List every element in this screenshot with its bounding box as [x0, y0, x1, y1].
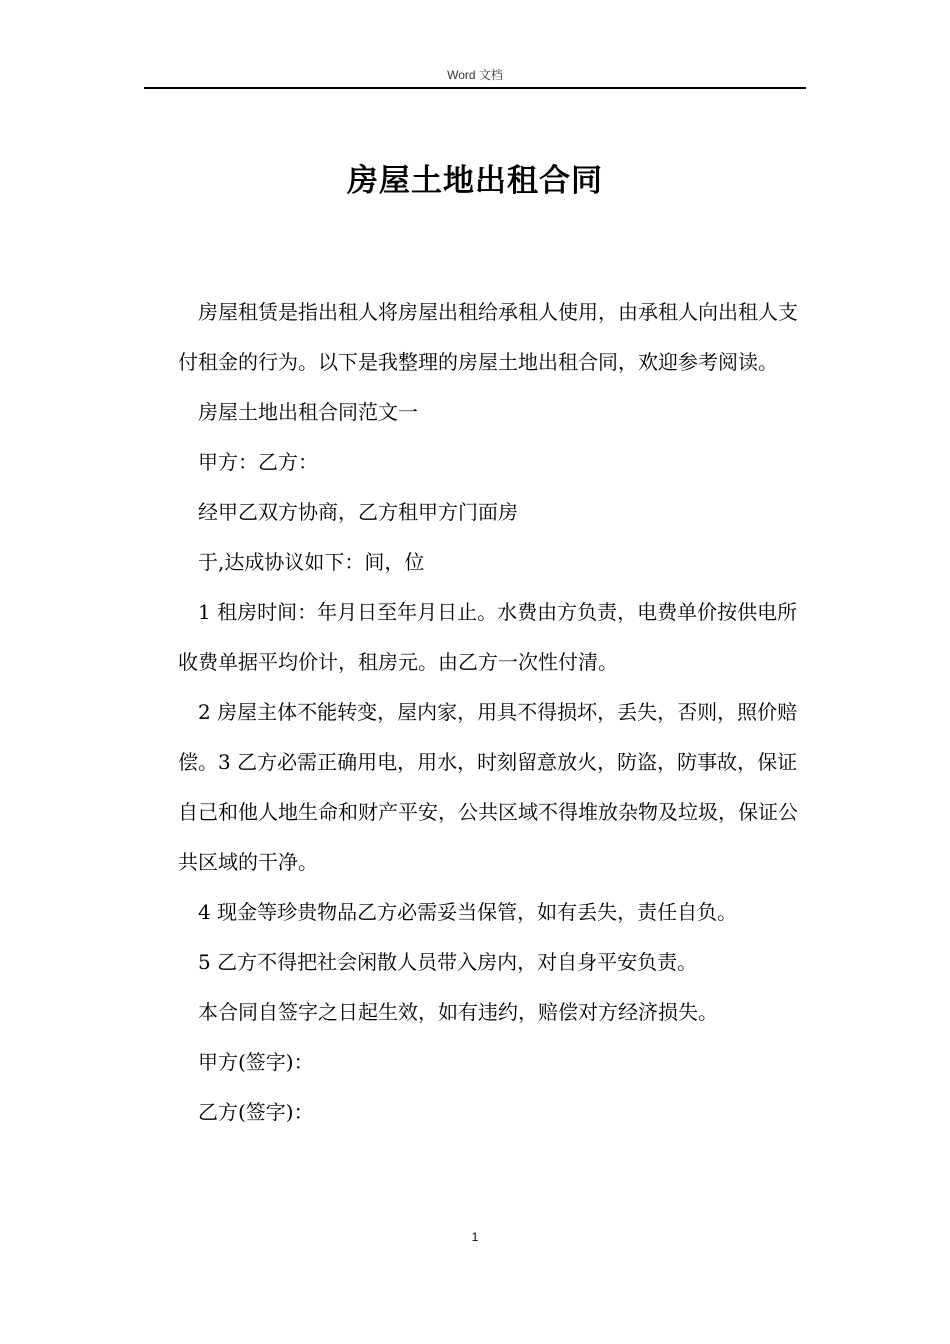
paragraph-clause-5: 5 乙方不得把社会闲散人员带入房内，对自身平安负责。 — [198, 950, 698, 974]
paragraph-effective: 本合同自签字之日起生效，如有违约，赔偿对方经济损失。 — [198, 1000, 718, 1024]
document-title: 房屋土地出租合同 — [347, 163, 603, 199]
document-body — [178, 287, 808, 1137]
paragraph-location: 于,达成协议如下：间，位 — [198, 550, 425, 574]
paragraph-parties: 甲方：乙方： — [198, 450, 318, 474]
signature-party-a: 甲方(签字)： — [198, 1050, 314, 1074]
paragraph-clause-4: 4 现金等珍贵物品乙方必需妥当保管，如有丢失，责任自负。 — [198, 900, 738, 924]
paragraph-clause-1: 1 租房时间：年月日至年月日止。水费由方负责，电费单价按供电所收费单据平均价计，租房元。由乙方一次性付清。 — [178, 600, 798, 674]
paragraph-intro: 房屋租赁是指出租人将房屋出租给承租人使用，由承租人向出租人支付租金的行为。以下是我整理的房屋土地出租合同，欢迎参考阅读。 — [178, 300, 798, 374]
page-header: Word 文档 — [447, 68, 503, 82]
header-divider — [144, 87, 806, 89]
page-number: 1 — [471, 1230, 479, 1244]
paragraph-clause-2-3: 2 房屋主体不能转变，屋内家，用具不得损坏，丢失，否则，照价赔偿。3 乙方必需正确用电，用水，时刻留意放火，防盗，防事故，保证自己和他人地生命和财产平安，公共区域不得堆放杂物及垃圾，保证公共区域的干净。 — [178, 700, 798, 874]
signature-party-b: 乙方(签字)： — [198, 1100, 314, 1124]
paragraph-agreement: 经甲乙双方协商，乙方租甲方门面房 — [198, 500, 518, 524]
paragraph-section-heading: 房屋土地出租合同范文一 — [198, 400, 418, 424]
